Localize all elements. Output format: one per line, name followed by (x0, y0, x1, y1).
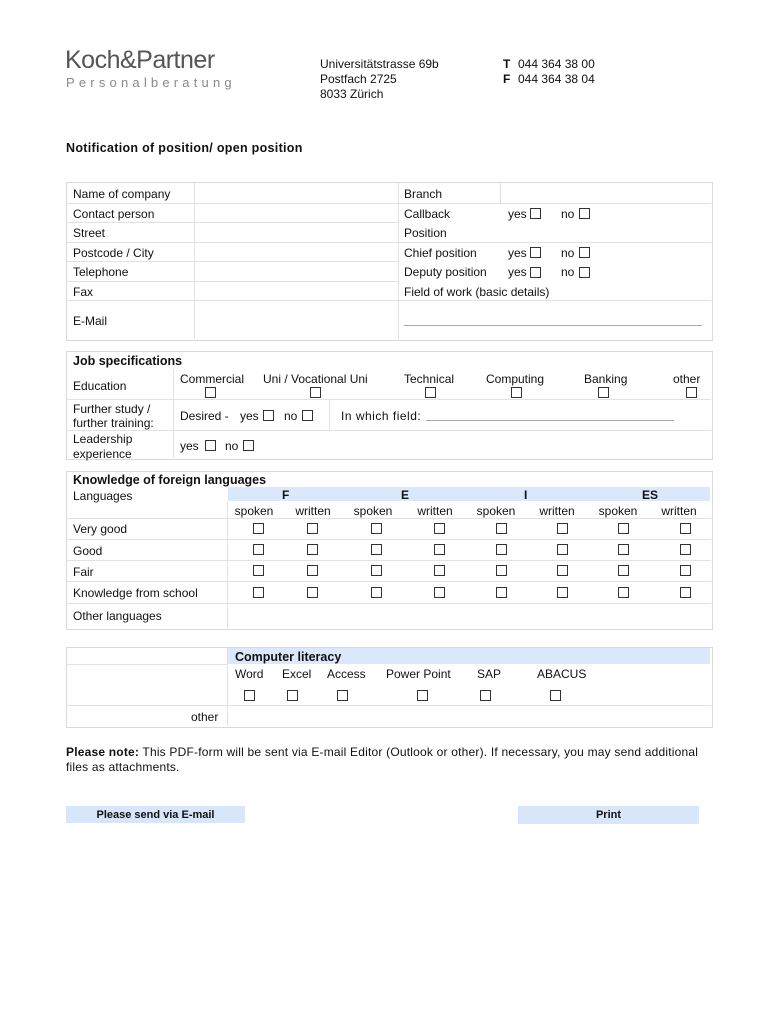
education-label: Education (73, 379, 127, 393)
job-specifications-title: Job specifications (73, 354, 183, 368)
computer-item-label: SAP (477, 667, 502, 681)
language-level-checkbox[interactable] (557, 523, 568, 534)
education-option-label: Uni / Vocational Uni (263, 372, 368, 386)
company-name-field[interactable] (195, 183, 397, 202)
postcode-city-label: Postcode / City (73, 246, 154, 260)
language-code: I (524, 488, 528, 502)
computer-item-label: ABACUS (537, 667, 587, 681)
language-level-checkbox[interactable] (434, 587, 445, 598)
language-level-checkbox[interactable] (618, 565, 629, 576)
language-level-checkbox[interactable] (253, 565, 264, 576)
computer-other-label: other (191, 710, 219, 724)
fax-field-label: Fax (73, 285, 94, 299)
language-level-checkbox[interactable] (618, 523, 629, 534)
callback-yes-checkbox[interactable] (530, 208, 541, 219)
education-computing-checkbox[interactable] (511, 387, 522, 398)
education-option-label: Commercial (180, 372, 245, 386)
form-note (66, 745, 716, 775)
yes-label: yes (508, 265, 527, 279)
address-line: Postfach 2725 (320, 72, 397, 86)
powerpoint-checkbox[interactable] (417, 690, 428, 701)
education-option-label: other (673, 372, 701, 386)
language-codes-band (228, 487, 710, 501)
deputy-position-label: Deputy position (404, 265, 487, 279)
company-contact-numbers (503, 57, 595, 87)
fax-number: 044 364 38 04 (518, 72, 595, 86)
education-option-label: Computing (486, 372, 545, 386)
print-button[interactable]: Print (518, 806, 699, 824)
level-label: Fair (73, 565, 94, 579)
no-label: no (225, 439, 239, 453)
no-label: no (561, 246, 575, 260)
address-line: Universitätstrasse 69b (320, 57, 439, 71)
languages-title: Knowledge of foreign languages (73, 473, 267, 487)
field-of-work-label: Field of work (basic details) (404, 285, 550, 299)
fax-label: F (503, 72, 511, 86)
abacus-checkbox[interactable] (550, 690, 561, 701)
written-label: written (661, 504, 697, 518)
yes-label: yes (508, 207, 527, 221)
sap-checkbox[interactable] (480, 690, 491, 701)
computer-item-label: Word (235, 667, 264, 681)
language-level-checkbox[interactable] (253, 587, 264, 598)
computer-item-label: Excel (282, 667, 312, 681)
language-level-checkbox[interactable] (680, 523, 691, 534)
language-level-checkbox[interactable] (496, 544, 507, 555)
education-other-checkbox[interactable] (686, 387, 697, 398)
language-level-checkbox[interactable] (434, 544, 445, 555)
no-label: no (561, 265, 575, 279)
leadership-label: Leadership (73, 432, 133, 446)
position-label: Position (404, 226, 447, 240)
language-level-checkbox[interactable] (680, 544, 691, 555)
street-label: Street (73, 226, 106, 240)
contact-person-field[interactable] (195, 204, 397, 222)
education-banking-checkbox[interactable] (598, 387, 609, 398)
language-level-checkbox[interactable] (253, 544, 264, 555)
company-logo-subtitle: Personalberatung (66, 75, 236, 90)
written-label: written (295, 504, 331, 518)
language-level-checkbox[interactable] (557, 565, 568, 576)
yes-label: yes (508, 246, 527, 260)
experience-label: experience (73, 447, 132, 461)
email-label: E-Mail (73, 314, 108, 328)
telephone-field[interactable] (195, 262, 397, 280)
yes-label: yes (180, 439, 199, 453)
language-level-checkbox[interactable] (307, 587, 318, 598)
company-name-label: Name of company (73, 187, 171, 201)
access-checkbox[interactable] (337, 690, 348, 701)
language-level-checkbox[interactable] (371, 565, 382, 576)
language-level-checkbox[interactable] (557, 587, 568, 598)
computer-other-field[interactable] (228, 706, 710, 725)
further-study-yes-checkbox[interactable] (263, 410, 274, 421)
other-languages-label: Other languages (73, 609, 162, 623)
level-label: Very good (73, 522, 128, 536)
language-level-checkbox[interactable] (307, 544, 318, 555)
chief-yes-checkbox[interactable] (530, 247, 541, 258)
field-of-work-input[interactable] (404, 325, 702, 326)
phone-number: 044 364 38 00 (518, 57, 595, 71)
language-level-checkbox[interactable] (618, 544, 629, 555)
written-label: written (539, 504, 575, 518)
no-label: no (284, 409, 298, 423)
spoken-label: spoken (353, 504, 393, 518)
leadership-no-checkbox[interactable] (243, 440, 254, 451)
excel-checkbox[interactable] (287, 690, 298, 701)
language-level-checkbox[interactable] (434, 565, 445, 576)
send-email-button[interactable]: Please send via E-mail (66, 806, 245, 823)
language-level-checkbox[interactable] (371, 587, 382, 598)
language-level-checkbox[interactable] (371, 544, 382, 555)
spoken-label: spoken (598, 504, 638, 518)
deputy-yes-checkbox[interactable] (530, 267, 541, 278)
further-study-no-checkbox[interactable] (302, 410, 313, 421)
yes-label: yes (240, 409, 259, 423)
languages-label: Languages (73, 489, 133, 503)
language-level-checkbox[interactable] (307, 523, 318, 534)
education-option-label: Banking (584, 372, 628, 386)
which-field-input[interactable] (426, 420, 674, 421)
postcode-city-field[interactable] (195, 243, 397, 261)
language-level-checkbox[interactable] (496, 587, 507, 598)
note-bold-label: Please note: (66, 745, 140, 759)
further-training-label: further training: (73, 416, 154, 430)
written-label: written (417, 504, 453, 518)
company-address (320, 57, 439, 102)
language-code: E (401, 488, 410, 502)
fax-field[interactable] (195, 282, 397, 300)
note-text: This PDF-form will be sent via E-mail Editor (Outlook or other). If necessary, you may send additional files as attachments. (66, 745, 699, 774)
language-level-checkbox[interactable] (680, 587, 691, 598)
word-checkbox[interactable] (244, 690, 255, 701)
branch-label: Branch (404, 187, 443, 201)
computer-item-label: Access (327, 667, 366, 681)
education-commercial-checkbox[interactable] (205, 387, 216, 398)
street-field[interactable] (195, 223, 397, 241)
company-logo: Koch&Partner (65, 46, 215, 74)
branch-field[interactable] (501, 183, 710, 202)
address-line: 8033 Zürich (320, 87, 384, 101)
language-code: ES (642, 488, 659, 502)
spoken-label: spoken (476, 504, 516, 518)
which-field-label: In which field: (341, 409, 422, 423)
deputy-no-checkbox[interactable] (579, 267, 590, 278)
email-field[interactable] (195, 301, 397, 338)
chief-no-checkbox[interactable] (579, 247, 590, 258)
language-level-checkbox[interactable] (307, 565, 318, 576)
desired-label: Desired - (180, 409, 229, 423)
level-label: Good (73, 544, 103, 558)
education-technical-checkbox[interactable] (425, 387, 436, 398)
further-study-label: Further study / (73, 402, 151, 416)
language-level-checkbox[interactable] (496, 523, 507, 534)
leadership-yes-checkbox[interactable] (205, 440, 216, 451)
level-label: Knowledge from school (73, 586, 198, 600)
language-level-checkbox[interactable] (371, 523, 382, 534)
phone-label: T (503, 57, 511, 71)
spoken-label: spoken (234, 504, 274, 518)
form-title: Notification of position/ open position (66, 141, 303, 155)
contact-person-label: Contact person (73, 207, 155, 221)
language-code: F (282, 488, 290, 502)
computer-title: Computer literacy (235, 650, 342, 664)
language-level-checkbox[interactable] (557, 544, 568, 555)
chief-position-label: Chief position (404, 246, 477, 260)
education-option-label: Technical (404, 372, 455, 386)
language-level-checkbox[interactable] (496, 565, 507, 576)
other-languages-field[interactable] (228, 604, 710, 627)
language-level-checkbox[interactable] (434, 523, 445, 534)
callback-label: Callback (404, 207, 451, 221)
computer-item-label: Power Point (386, 667, 451, 681)
education-uni-checkbox[interactable] (310, 387, 321, 398)
language-level-checkbox[interactable] (680, 565, 691, 576)
no-label: no (561, 207, 575, 221)
callback-no-checkbox[interactable] (579, 208, 590, 219)
telephone-label: Telephone (73, 265, 129, 279)
language-level-checkbox[interactable] (618, 587, 629, 598)
language-level-checkbox[interactable] (253, 523, 264, 534)
